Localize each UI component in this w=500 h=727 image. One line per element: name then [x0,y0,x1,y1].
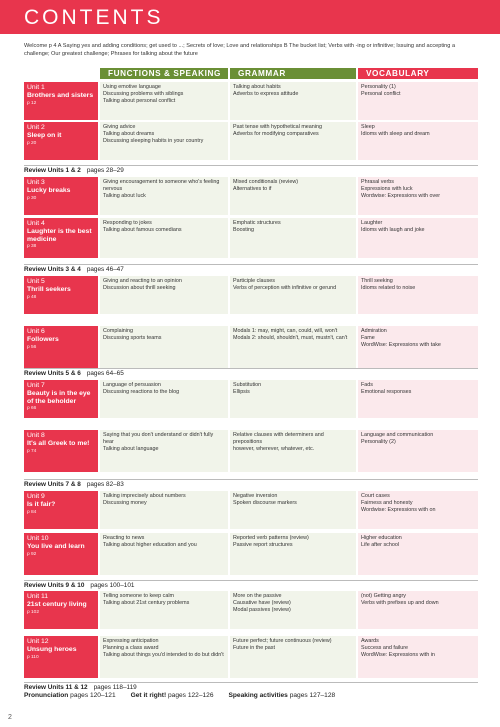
functions-cell-line: Talking about luck [103,192,146,199]
unit-name: Thrill seekers [27,286,71,293]
functions-cell-line: Giving advice [103,124,136,130]
vocabulary-cell-line: Sleep [361,124,375,130]
grammar-cell [230,430,356,472]
unit-page: p 102 [27,609,40,615]
vocabulary-cell-line: Laughter [361,220,383,226]
vocabulary-cell [358,430,478,472]
review-label: Review Units 11 & 12 [24,684,88,691]
functions-cell-line: Discussing problems with siblings [103,91,184,98]
vocabulary-cell-line: Fairness and honesty [361,500,413,507]
unit-label [24,533,98,575]
vocabulary-cell [358,491,478,529]
functions-cell-line: Responding to jokes [103,220,152,226]
functions-cell [100,591,228,629]
vocabulary-cell [358,326,478,368]
unit-page: p 110 [27,654,39,660]
grammar-cell-line: Mixed conditionals (review) [233,179,299,185]
unit-number: Unit 1 [27,84,45,91]
unit-number: Unit 9 [27,493,45,500]
vocabulary-cell-line: Emotional responses [361,389,412,396]
vocabulary-cell-line: Wordwise: Expressions with on [361,507,436,514]
functions-cell [100,82,228,120]
functions-cell-line: Talking about things you'd intended to do but didn't [103,652,224,659]
grammar-cell [230,326,356,368]
vocabulary-cell-line: Wordwise: Expressions with over [361,193,440,200]
functions-cell [100,380,228,418]
unit-row [24,533,478,575]
functions-cell [100,218,228,258]
functions-cell-line: Talking imprecisely about numbers [103,493,186,499]
grammar-cell [230,218,356,258]
grammar-cell-line: Boosting [233,227,254,234]
pronunciation-label: Pronunciation [24,692,69,699]
unit-label [24,82,98,120]
grammar-cell [230,636,356,678]
grammar-cell-line: Verbs of perception with infinitive or gerund [233,285,337,292]
functions-cell-line: Giving and reacting to an opinion [103,278,182,284]
grammar-cell-line: Negative inversion [233,493,278,499]
unit-page: p 20 [27,140,37,146]
vocabulary-cell [358,122,478,160]
unit-name: 21st century living [27,601,87,608]
functions-cell [100,276,228,314]
unit-row [24,218,478,258]
review-pages: pages 46–47 [86,266,124,273]
unit-row [24,122,478,160]
functions-cell-line: Discussing money [103,500,147,507]
grammar-cell [230,380,356,418]
unit-number: Unit 8 [27,432,45,439]
vocabulary-cell-line: Personal conflict [361,91,401,98]
vocabulary-cell-line: Success and failure [361,645,409,652]
functions-cell-line: Language of persuasion [103,382,161,388]
unit-number: Unit 7 [27,382,45,389]
vocabulary-cell-line: Fads [361,382,373,388]
unit-number: Unit 2 [27,124,45,131]
unit-name: Beauty is in the eye of the beholder [27,390,91,405]
vocabulary-cell [358,177,478,215]
review-pages: pages 82–83 [86,481,124,488]
review-pages: pages 64–65 [86,370,124,377]
vocabulary-cell-line: (not) Getting angry [361,593,406,599]
speaking-pages: pages 127–128 [289,692,336,699]
unit-number: Unit 4 [27,220,45,227]
unit-number: Unit 5 [27,278,45,285]
functions-cell [100,122,228,160]
unit-row [24,82,478,120]
unit-page: p 38 [27,244,37,250]
functions-cell-line: Complaining [103,328,133,334]
unit-row [24,326,478,368]
functions-cell-line: Talking about personal conflict [103,98,176,105]
vocabulary-cell-line: Personality (1) [361,84,396,90]
unit-page: p 12 [27,100,37,106]
functions-cell-line: Discussing sports teams [103,335,162,342]
grammar-cell [230,533,356,575]
unit-row [24,380,478,418]
unit-label [24,380,98,418]
grammar-cell-line: Modals 2: should, shouldn't, must, mustn't, can't [233,335,348,342]
page-title: CONTENTS [24,6,164,29]
unit-number: Unit 6 [27,328,45,335]
unit-label [24,276,98,314]
grammar-cell [230,491,356,529]
unit-row [24,430,478,472]
unit-label [24,591,98,629]
getit-pages: pages 122–126 [168,692,214,699]
unit-label [24,218,98,258]
unit-name: It's all Greek to me! [27,440,90,447]
unit-name: Is it fair? [27,501,56,508]
vocabulary-cell [358,591,478,629]
grammar-cell-line: Modal passives (review) [233,607,291,614]
functions-cell [100,177,228,215]
review-label: Review Units 3 & 4 [24,266,81,273]
unit-row [24,636,478,678]
vocabulary-cell [358,82,478,120]
vocabulary-cell-line: Personality (2) [361,439,396,446]
functions-cell [100,636,228,678]
grammar-cell [230,82,356,120]
grammar-cell-line: Adverbs for modifying comparatives [233,131,319,138]
vocabulary-cell-line: Verbs with prefixes up and down [361,600,439,607]
functions-cell [100,326,228,368]
unit-page: p 48 [27,294,37,300]
unit-label [24,491,98,529]
grammar-cell-line: Participle clauses [233,278,275,284]
grammar-cell-line: Future perfect; future continuous (review) [233,638,332,644]
grammar-cell-line: Causative have (review) [233,600,291,607]
grammar-cell-line: Alternatives to if [233,186,272,193]
functions-cell-line: Giving encouragement to someone who's feeling nervous [103,179,220,192]
unit-number: Unit 3 [27,179,45,186]
unit-page: p 74 [27,448,37,454]
pronunciation-pages: pages 120–121 [70,692,116,699]
unit-page: p 66 [27,406,37,412]
functions-cell-line: Discussion about thrill seeking [103,285,176,292]
page-number: 2 [8,714,12,721]
grammar-cell [230,276,356,314]
unit-name: Laughter is the best medicine [27,228,92,243]
unit-name: Followers [27,336,59,343]
vocabulary-cell-line: Awards [361,638,379,644]
unit-row [24,591,478,629]
vocabulary-cell-line: WordWise: Expressions with in [361,652,435,659]
grammar-cell-line: More on the passive [233,593,282,599]
review-label: Review Units 5 & 6 [24,370,81,377]
unit-number: Unit 10 [27,535,49,542]
functions-cell-line: Using emotive language [103,84,161,90]
functions-cell-line: Planning a class award [103,645,159,652]
unit-row [24,491,478,529]
vocabulary-cell [358,276,478,314]
review-pages: pages 28–29 [86,167,124,174]
welcome-text: Welcome p 4 A Saying yes and adding conditions; get used to ...; Secrets of love; Love and relationships B The bucket list; Verbs with -ing or infinitive; Issuing and accepting a challenge; Our greatest challenge; Phrases for talking about the future [24,43,456,57]
vocabulary-cell-line: Life after school [361,542,400,549]
functions-cell-line: Talking about language [103,445,159,452]
vocabulary-cell-line: Court cases [361,493,390,499]
grammar-cell-line: Adverbs to express attitude [233,91,299,98]
header-grammar: GRAMMAR [230,68,356,79]
grammar-cell-line: Past tense with hypothetical meaning [233,124,322,130]
functions-cell-line: Talking about 21st century problems [103,600,190,607]
unit-label [24,636,98,678]
vocabulary-cell [358,636,478,678]
unit-name: Lucky breaks [27,187,71,194]
grammar-cell [230,122,356,160]
functions-cell-line: Talking about higher education and you [103,542,197,549]
grammar-cell-line: Ellipsis [233,389,250,396]
functions-cell-line: Saying that you don't understand or didn't fully hear [103,432,214,445]
vocabulary-cell-line: Higher education [361,535,402,541]
review-row [24,368,478,378]
functions-cell [100,533,228,575]
unit-name: Brothers and sisters [27,92,94,99]
review-row [24,165,478,175]
grammar-cell-line: Relative clauses with determiners and prepositions [233,432,324,445]
grammar-cell [230,177,356,215]
grammar-cell-line: Substitution [233,382,262,388]
header-functions: FUNCTIONS & SPEAKING [100,68,228,79]
unit-page: p 30 [27,195,37,201]
unit-name: You live and learn [27,543,85,550]
unit-page: p 84 [27,509,37,515]
vocabulary-cell [358,533,478,575]
functions-cell-line: Reacting to news [103,535,145,541]
grammar-cell-line: Spoken discourse markers [233,500,297,507]
bottom-links [24,691,478,701]
grammar-cell-line: Reported verb patterns (review) [233,535,309,541]
vocabulary-cell [358,218,478,258]
vocabulary-cell-line: Language and communication [361,432,434,438]
unit-label [24,326,98,368]
grammar-cell-line: Emphatic structures [233,220,281,226]
vocabulary-cell [358,380,478,418]
unit-label [24,122,98,160]
unit-page: p 56 [27,344,37,350]
functions-cell-line: Discussing sleeping habits in your country [103,138,204,145]
vocabulary-cell-line: Admiration [361,328,387,334]
vocabulary-cell-line: Thrill seeking [361,278,393,284]
unit-number: Unit 11 [27,593,49,600]
unit-number: Unit 12 [27,638,49,645]
review-pages: pages 118–119 [93,684,137,691]
vocabulary-cell-line: Idioms with sleep and dream [361,131,430,138]
review-row [24,479,478,489]
functions-cell-line: Expressing anticipation [103,638,159,644]
functions-cell-line: Talking about dreams [103,131,155,138]
grammar-cell [230,591,356,629]
unit-name: Sleep on it [27,132,62,139]
unit-row [24,276,478,314]
vocabulary-cell-line: Phrasal verbs [361,179,394,185]
unit-label [24,177,98,215]
getit-label: Get it right! [130,692,167,699]
review-label: Review Units 1 & 2 [24,167,81,174]
review-row [24,264,478,274]
review-pages: pages 100–101 [90,582,135,589]
review-label: Review Units 9 & 10 [24,582,85,589]
grammar-cell-line: however, wherever, whatever, etc. [233,445,315,452]
vocabulary-cell-line: Idioms with laugh and joke [361,227,425,234]
vocabulary-cell-line: Fame [361,335,375,342]
unit-label [24,430,98,472]
functions-cell [100,430,228,472]
functions-cell-line: Discussing reactions to the blog [103,389,180,396]
review-row [24,580,478,590]
speaking-label: Speaking activities [228,692,288,699]
functions-cell-line: Talking about famous comedians [103,227,182,234]
vocabulary-cell-line: Idioms related to noise [361,285,416,292]
unit-name: Unsung heroes [27,646,77,653]
functions-cell [100,491,228,529]
vocabulary-cell-line: WordWise: Expressions with take [361,342,441,349]
grammar-cell-line: Passive report structures [233,542,293,549]
functions-cell-line: Telling someone to keep calm [103,593,175,599]
unit-page: p 92 [27,551,37,557]
grammar-cell-line: Future in the past [233,645,275,652]
unit-row [24,177,478,215]
grammar-cell-line: Modals 1: may, might, can, could, will, won't [233,328,338,334]
grammar-cell-line: Talking about habits [233,84,281,90]
header-vocabulary: VOCABULARY [358,68,478,79]
vocabulary-cell-line: Expressions with luck [361,186,413,193]
review-label: Review Units 7 & 8 [24,481,81,488]
